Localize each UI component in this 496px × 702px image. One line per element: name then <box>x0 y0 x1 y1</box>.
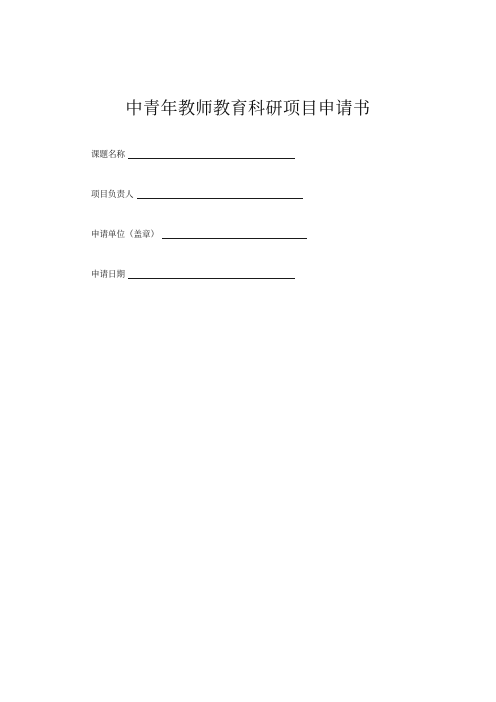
field-underline-application-date[interactable] <box>128 278 295 279</box>
field-underline-applicant-unit[interactable] <box>162 238 307 239</box>
field-label-applicant-unit: 申请单位（盖章） <box>91 230 160 240</box>
form-field-application-date <box>91 266 295 280</box>
document-title: 中青年教师教育科研项目申请书 <box>125 99 371 119</box>
field-underline-project-leader[interactable] <box>137 198 303 199</box>
field-label-project-name: 课题名称 <box>91 150 126 160</box>
field-underline-project-name[interactable] <box>128 158 295 159</box>
form-field-project-leader <box>91 186 303 200</box>
form-field-applicant-unit <box>91 226 307 240</box>
field-label-application-date: 申请日期 <box>91 270 126 280</box>
field-label-project-leader: 项目负责人 <box>91 190 134 200</box>
form-field-project-name <box>91 146 295 160</box>
